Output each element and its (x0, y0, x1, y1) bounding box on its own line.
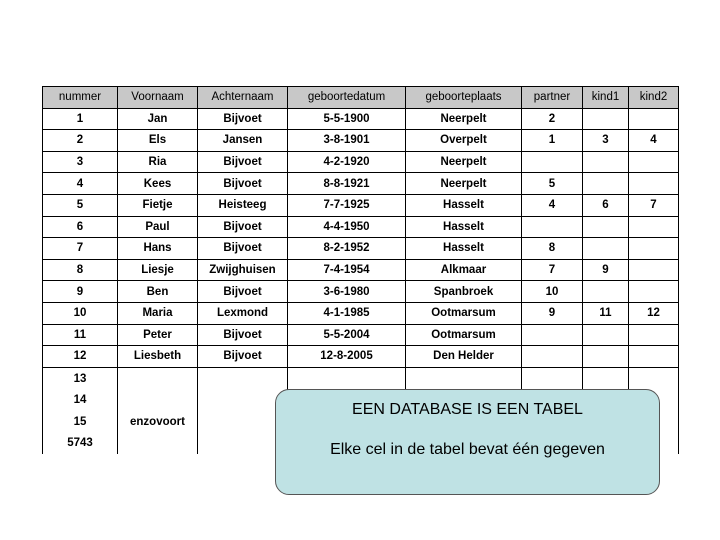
table-cell: Bijvoet (198, 324, 288, 346)
table-cell: 5-5-2004 (288, 324, 406, 346)
column-header: nummer (43, 87, 118, 109)
table-cell: Ria (118, 151, 198, 173)
table-cell: 10 (522, 281, 583, 303)
table-cell: 6 (43, 216, 118, 238)
table-row (43, 108, 679, 130)
table-cell: Ootmarsum (406, 302, 522, 324)
table-cell: 9 (583, 259, 629, 281)
table-row (43, 281, 679, 303)
table-cell (118, 433, 198, 455)
table-cell: Heisteeg (198, 194, 288, 216)
table-cell: 4-1-1985 (288, 302, 406, 324)
table-cell: 8-2-1952 (288, 238, 406, 260)
table-row (43, 346, 679, 368)
table-cell (522, 151, 583, 173)
table-cell: Fietje (118, 194, 198, 216)
continuation-row (43, 367, 679, 389)
table-cell (629, 281, 679, 303)
table-row (43, 238, 679, 260)
table-cell: 3-6-1980 (288, 281, 406, 303)
table-cell: 5743 (43, 433, 118, 455)
table-cell: Els (118, 130, 198, 152)
table-cell: Den Helder (406, 346, 522, 368)
table-cell (583, 151, 629, 173)
table-cell: 7 (629, 194, 679, 216)
table-cell (583, 346, 629, 368)
table-cell: Liesje (118, 259, 198, 281)
table-cell (629, 108, 679, 130)
table-cell: 8-8-1921 (288, 173, 406, 195)
table-cell: Bijvoet (198, 151, 288, 173)
table-cell: Peter (118, 324, 198, 346)
table-cell (522, 216, 583, 238)
table-cell (583, 108, 629, 130)
table-cell: Lexmond (198, 302, 288, 324)
table-cell: 7 (43, 238, 118, 260)
table-cell: Hasselt (406, 238, 522, 260)
table-cell (583, 173, 629, 195)
table-cell: 1 (522, 130, 583, 152)
table-row (43, 194, 679, 216)
table-cell: 7 (522, 259, 583, 281)
table-cell: Hans (118, 238, 198, 260)
table-cell: 12 (629, 302, 679, 324)
table-row (43, 259, 679, 281)
table-cell: Bijvoet (198, 238, 288, 260)
table-cell: Hasselt (406, 194, 522, 216)
table-cell (629, 324, 679, 346)
column-header: geboortedatum (288, 87, 406, 109)
column-header: kind1 (583, 87, 629, 109)
table-cell (198, 367, 288, 389)
table-cell: 12 (43, 346, 118, 368)
table-cell: Bijvoet (198, 281, 288, 303)
table-cell (583, 238, 629, 260)
table-cell (629, 173, 679, 195)
table-cell: 2 (522, 108, 583, 130)
table-cell: 1 (43, 108, 118, 130)
table-cell (198, 433, 288, 455)
table-cell: Neerpelt (406, 151, 522, 173)
table-cell (629, 367, 679, 389)
table-cell (522, 324, 583, 346)
table-cell (288, 367, 406, 389)
callout-title: EEN DATABASE IS EEN TABEL (352, 401, 583, 418)
table-cell: Bijvoet (198, 173, 288, 195)
table-cell: Jansen (198, 130, 288, 152)
table-cell: Maria (118, 302, 198, 324)
table-cell: Kees (118, 173, 198, 195)
table-cell: Zwijghuisen (198, 259, 288, 281)
table-cell: Ootmarsum (406, 324, 522, 346)
table-cell: 14 (43, 389, 118, 411)
table-row (43, 302, 679, 324)
table-cell: Liesbeth (118, 346, 198, 368)
callout-body: Elke cel in de tabel bevat één gegeven (330, 441, 605, 458)
table-row (43, 324, 679, 346)
table-cell (522, 346, 583, 368)
table-cell (522, 367, 583, 389)
table-cell: 4 (522, 194, 583, 216)
table-cell: 9 (43, 281, 118, 303)
table-cell: 9 (522, 302, 583, 324)
table-cell: Paul (118, 216, 198, 238)
table-cell: Alkmaar (406, 259, 522, 281)
table-cell: enzovoort (118, 411, 198, 433)
table-cell (629, 151, 679, 173)
table-cell: 11 (43, 324, 118, 346)
table-cell: 3 (583, 130, 629, 152)
table-cell: 6 (583, 194, 629, 216)
column-header: kind2 (629, 87, 679, 109)
table-cell: 7-4-1954 (288, 259, 406, 281)
table-row (43, 216, 679, 238)
callout-box (275, 389, 660, 495)
table-cell: 3-8-1901 (288, 130, 406, 152)
table-cell: Neerpelt (406, 173, 522, 195)
table-cell: Overpelt (406, 130, 522, 152)
table-cell: 8 (522, 238, 583, 260)
table-cell: Hasselt (406, 216, 522, 238)
table-cell: Neerpelt (406, 108, 522, 130)
table-cell: 11 (583, 302, 629, 324)
table-cell (583, 281, 629, 303)
table-cell: 8 (43, 259, 118, 281)
table-row (43, 151, 679, 173)
table-cell (583, 367, 629, 389)
table-header-row (43, 87, 679, 109)
table-cell (198, 389, 288, 411)
table-cell: 12-8-2005 (288, 346, 406, 368)
table-cell (118, 367, 198, 389)
table-cell (118, 389, 198, 411)
table-cell: Spanbroek (406, 281, 522, 303)
table-cell: 4-2-1920 (288, 151, 406, 173)
table-cell (406, 367, 522, 389)
table-cell: 15 (43, 411, 118, 433)
table-row (43, 130, 679, 152)
table-cell (629, 238, 679, 260)
table-cell: Ben (118, 281, 198, 303)
table-cell: 2 (43, 130, 118, 152)
table-cell: 3 (43, 151, 118, 173)
table-cell: 13 (43, 367, 118, 389)
table-cell (629, 346, 679, 368)
table-cell: 7-7-1925 (288, 194, 406, 216)
table-cell: 5 (522, 173, 583, 195)
table-cell: Bijvoet (198, 108, 288, 130)
table-cell: 10 (43, 302, 118, 324)
column-header: Voornaam (118, 87, 198, 109)
table-cell: Bijvoet (198, 216, 288, 238)
column-header: geboorteplaats (406, 87, 522, 109)
table-cell (583, 216, 629, 238)
table-cell (198, 411, 288, 433)
table-cell: 4 (629, 130, 679, 152)
column-header: partner (522, 87, 583, 109)
table-cell: 4 (43, 173, 118, 195)
table-cell (629, 216, 679, 238)
table-row (43, 173, 679, 195)
table-cell: 4-4-1950 (288, 216, 406, 238)
table-cell: 5 (43, 194, 118, 216)
table-cell (583, 324, 629, 346)
table-cell: 5-5-1900 (288, 108, 406, 130)
table-cell: Jan (118, 108, 198, 130)
table-cell (629, 259, 679, 281)
table-cell: Bijvoet (198, 346, 288, 368)
column-header: Achternaam (198, 87, 288, 109)
